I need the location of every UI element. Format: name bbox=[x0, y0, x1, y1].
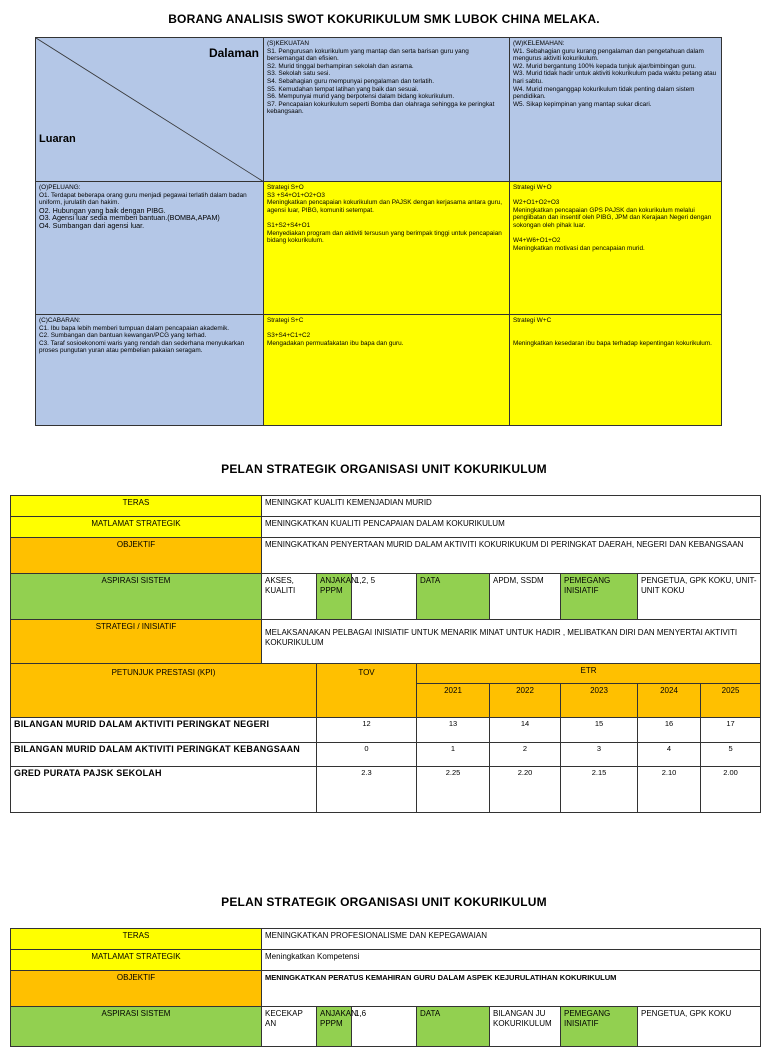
kpi-etr: 13 bbox=[417, 718, 490, 743]
kpi-etr: 2.25 bbox=[417, 767, 490, 813]
table-row bbox=[11, 743, 761, 767]
objektif-value: MENINGKATKAN PENYERTAAN MURID DALAM AKTIVITI KOKURIKUKUM DI PERINGKAT DAERAH, NEGERI DAN KEBANGSAAN bbox=[262, 538, 761, 574]
strategi-value: MELAKSANAKAN PELBAGAI INISIATIF UNTUK MENARIK MINAT UNTUK HADIR , MELIBATKAN DIRI DAN MENYERTAI AKTIVITI KOKURIKULUM bbox=[262, 620, 761, 664]
cabaran-item: C2. Sumbangan dan bantuan kewangan/PCG yang terhad. bbox=[39, 332, 207, 340]
strategi-so-item bbox=[267, 214, 506, 222]
strategi-so-item: S1+S2+S4+O1 bbox=[267, 221, 311, 229]
kekuatan-item: S2. Murid tinggal berhampiran sekolah dan asrama. bbox=[267, 62, 414, 70]
anjakan-value: 1,6 bbox=[352, 1007, 417, 1047]
kelemahan-item: W5. Sikap kepimpinan yang mantap sukar dicari. bbox=[513, 100, 652, 108]
table-row bbox=[11, 767, 761, 813]
plan1-title: PELAN STRATEGIK ORGANISASI UNIT KOKURIKULUM bbox=[221, 462, 547, 476]
data-label: DATA bbox=[417, 1007, 490, 1047]
peluang-cell bbox=[36, 182, 264, 315]
matlamat-value: Meningkatkan Kompetensi bbox=[262, 950, 761, 971]
kekuatan-cell bbox=[264, 38, 510, 182]
anjakan-label bbox=[317, 574, 357, 620]
kpi-etr: 5 bbox=[701, 743, 761, 767]
peluang-heading: (O)PELUANG: bbox=[39, 184, 81, 191]
strategi-wc-item bbox=[513, 332, 718, 340]
strategi-sc-heading: Strategi S+C bbox=[267, 317, 304, 324]
strategi-wo-item: Meningkatkan pencapaian GPS PAJSK dan kokurikulum melalui penglibatan dan insentif oleh PIBG, JPM dan Kerajaan Negeri dengan sokongan oleh pihak luar. bbox=[513, 206, 712, 229]
dalaman-label: Dalaman bbox=[208, 46, 259, 60]
kelemahan-item: W2. Murid bergantung 100% kepada tunjuk ajar/bimbingan guru. bbox=[513, 62, 696, 70]
peluang-item: O3. Agensi luar sedia memberi bantuan.(BOMBA,APAM) bbox=[39, 213, 220, 223]
kpi-etr: 16 bbox=[638, 718, 701, 743]
kpi-label: GRED PURATA PAJSK SEKOLAH bbox=[11, 767, 317, 813]
aspirasi-value: AKSES, KUALITI bbox=[262, 574, 317, 620]
strategi-wo-item: Meningkatkan motivasi dan pencapaian murid. bbox=[513, 244, 645, 252]
objektif-value: MENINGKATKAN PERATUS KEMAHIRAN GURU DALAM ASPEK KEJURULATIHAN KOKURIKULUM bbox=[262, 971, 761, 1007]
kpi-etr: 2.15 bbox=[561, 767, 638, 813]
kpi-tov: 12 bbox=[317, 718, 417, 743]
strategi-wo-item bbox=[513, 192, 718, 200]
swot-title: BORANG ANALISIS SWOT KOKURIKULUM SMK LUBOK CHINA MELAKA. bbox=[168, 12, 600, 26]
kekuatan-item: S7. Pencapaian kokurikulum seperti Bomba dan olahraga sehingga ke peringkat kebangsaan. bbox=[267, 100, 495, 116]
strategi-sc-item bbox=[267, 325, 506, 333]
anjakan-value: 1,2, 5 bbox=[352, 574, 417, 620]
strategi-wo-item: W4+W6+O1+O2 bbox=[513, 237, 561, 245]
strategi-wc-item bbox=[513, 325, 718, 333]
matlamat-label: MATLAMAT STRATEGIK bbox=[11, 517, 262, 538]
kpi-etr: 14 bbox=[490, 718, 561, 743]
kekuatan-item: S3. Sekolah satu sesi. bbox=[267, 70, 331, 78]
cabaran-item: C1. Ibu bapa lebih memberi tumpuan dalam pencapaian akademik. bbox=[39, 324, 230, 332]
swot-corner-cell bbox=[36, 38, 264, 182]
peluang-item: O2. Hubungan yang baik dengan PIBG. bbox=[39, 205, 166, 215]
data-label: DATA bbox=[417, 574, 490, 620]
kekuatan-item: S5. Kemudahan tempat latihan yang baik dan sesuai. bbox=[267, 85, 419, 93]
kekuatan-item: S6. Mempunyai murid yang berpotensi dalam bidang kokurikulum. bbox=[267, 93, 455, 101]
strategi-wc-cell bbox=[510, 315, 722, 426]
kpi-etr: 2.20 bbox=[490, 767, 561, 813]
cabaran-item: C3. Taraf sosioekonomi waris yang rendah dan sederhana menyukarkan proses pungutan yuran atau pembelian pakaian seragam. bbox=[39, 339, 245, 355]
plan2-table bbox=[10, 928, 761, 1047]
kekuatan-item: S4. Sebahagian guru mempunyai pengalaman dan terlatih. bbox=[267, 77, 434, 85]
peluang-item: O1. Terdapat beberapa orang guru menjadi pegawai terlatih dalam badan uniform, jurulatih dan hakim. bbox=[39, 191, 247, 207]
aspirasi-label: ASPIRASI SISTEM bbox=[11, 1007, 262, 1047]
kpi-label: BILANGAN MURID DALAM AKTIVITI PERINGKAT KEBANGSAAN bbox=[11, 743, 317, 767]
luaran-label: Luaran bbox=[39, 133, 76, 145]
strategi-wo-item: W2+O1+O2+O3 bbox=[513, 199, 560, 207]
kpi-etr: 2.10 bbox=[638, 767, 701, 813]
strategi-sc-cell bbox=[264, 315, 510, 426]
cabaran-heading: (C)CABARAN: bbox=[39, 317, 81, 324]
kelemahan-item: W3. Murid tidak hadir untuk aktiviti kokurikulum pada waktu petang atau hari sabtu. bbox=[513, 70, 717, 85]
anjakan-label-text: ANJAKAN PPPM bbox=[320, 1009, 357, 1028]
kpi-etr: 2.00 bbox=[701, 767, 761, 813]
kpi-label: BILANGAN MURID DALAM AKTIVITI PERINGKAT NEGERI bbox=[11, 718, 317, 743]
swot-table bbox=[35, 37, 722, 426]
year-header: 2025 bbox=[701, 684, 761, 718]
strategi-so-item: Meningkatkan pencapaian kokurikulum dan PAJSK dengan kerjasama antara guru, agensi luar, PIBG, komuniti setempat. bbox=[267, 199, 503, 214]
aspirasi-value: KECEKAP AN bbox=[262, 1007, 317, 1047]
data-value: APDM, SSDM bbox=[490, 574, 561, 620]
year-header: 2023 bbox=[561, 684, 638, 718]
strategi-sc-item: S3+S4+C1+C2 bbox=[267, 332, 311, 340]
objektif-label: OBJEKTIF bbox=[11, 971, 262, 1007]
teras-label: TERAS bbox=[11, 929, 262, 950]
kpi-etr: 3 bbox=[561, 743, 638, 767]
strategi-so-cell bbox=[264, 182, 510, 315]
strategi-so-item: Menyediakan program dan aktiviti tersusun yang berimpak tinggi untuk pencapaian bidang kokurikulum. bbox=[267, 229, 502, 245]
anjakan-label bbox=[317, 1007, 357, 1047]
plan2-title: PELAN STRATEGIK ORGANISASI UNIT KOKURIKULUM bbox=[221, 895, 547, 909]
anjakan-label-text: ANJAKAN PPPM bbox=[320, 576, 357, 595]
kpi-etr: 4 bbox=[638, 743, 701, 767]
year-header: 2021 bbox=[417, 684, 490, 718]
peluang-item: O4. Sumbangan dari agensi luar. bbox=[39, 220, 145, 230]
matlamat-label: MATLAMAT STRATEGIK bbox=[11, 950, 262, 971]
pemegang-label: PEMEGANG INISIATIF bbox=[561, 574, 638, 620]
data-value: BILANGAN JU KOKURIKULUM bbox=[490, 1007, 561, 1047]
pemegang-value: PENGETUA, GPK KOKU bbox=[638, 1007, 761, 1047]
kpi-etr: 17 bbox=[701, 718, 761, 743]
kelemahan-heading: (W)KELEMAHAN: bbox=[513, 40, 565, 47]
teras-value: MENINGKATKAN PROFESIONALISME DAN KEPEGAWAIAN bbox=[262, 929, 761, 950]
strategi-so-item: S3 +S4+O1+O2+O3 bbox=[267, 191, 325, 199]
kpi-header: PETUNJUK PRESTASI (KPI) bbox=[11, 664, 317, 718]
strategi-label: STRATEGI / INISIATIF bbox=[11, 620, 262, 664]
strategi-wo-item bbox=[513, 230, 718, 238]
etr-header: ETR bbox=[417, 664, 761, 684]
teras-label: TERAS bbox=[11, 496, 262, 517]
year-header: 2024 bbox=[638, 684, 701, 718]
table-row bbox=[11, 718, 761, 743]
pemegang-label: PEMEGANG INISIATIF bbox=[561, 1007, 638, 1047]
kelemahan-item: W1. Sebahagian guru kurang pengalaman dan pengetahuan dalam mengurus aktiviti kokurikulum. bbox=[513, 47, 704, 63]
kpi-etr: 2 bbox=[490, 743, 561, 767]
strategi-sc-item: Mengadakan permuafakatan ibu bapa dan guru. bbox=[267, 339, 404, 347]
strategi-wc-heading: Strategi W+C bbox=[513, 317, 552, 324]
cabaran-cell bbox=[36, 315, 264, 426]
strategi-so-heading: Strategi S+O bbox=[267, 184, 304, 191]
kpi-tov: 0 bbox=[317, 743, 417, 767]
matlamat-value: MENINGKATKAN KUALITI PENCAPAIAN DALAM KOKURIKULUM bbox=[262, 517, 761, 538]
aspirasi-label: ASPIRASI SISTEM bbox=[11, 574, 262, 620]
year-header: 2022 bbox=[490, 684, 561, 718]
kekuatan-heading: (S)KEKUATAN bbox=[267, 40, 310, 47]
teras-value: MENINGKAT KUALITI KEMENJADIAN MURID bbox=[262, 496, 761, 517]
kelemahan-cell bbox=[510, 38, 722, 182]
strategi-wc-item: Meningkatkan kesedaran ibu bapa terhadap kepentingan kokurikulum. bbox=[513, 339, 712, 347]
strategi-wo-cell bbox=[510, 182, 722, 315]
kelemahan-item: W4. Murid menganggap kokurikulum tidak penting dalam sistem pendidikan. bbox=[513, 85, 695, 101]
kpi-tov: 2.3 bbox=[317, 767, 417, 813]
tov-header: TOV bbox=[317, 664, 417, 718]
kekuatan-item: S1. Pengurusan kokurikulum yang mantap dan serta barisan guru yang bersemangat dan efisien. bbox=[267, 47, 469, 63]
pemegang-value: PENGETUA, GPK KOKU, UNIT-UNIT KOKU bbox=[638, 574, 761, 620]
plan1-table bbox=[10, 495, 761, 813]
kpi-etr: 1 bbox=[417, 743, 490, 767]
objektif-label: OBJEKTIF bbox=[11, 538, 262, 574]
strategi-wo-heading: Strategi W+O bbox=[513, 184, 552, 191]
kpi-etr: 15 bbox=[561, 718, 638, 743]
